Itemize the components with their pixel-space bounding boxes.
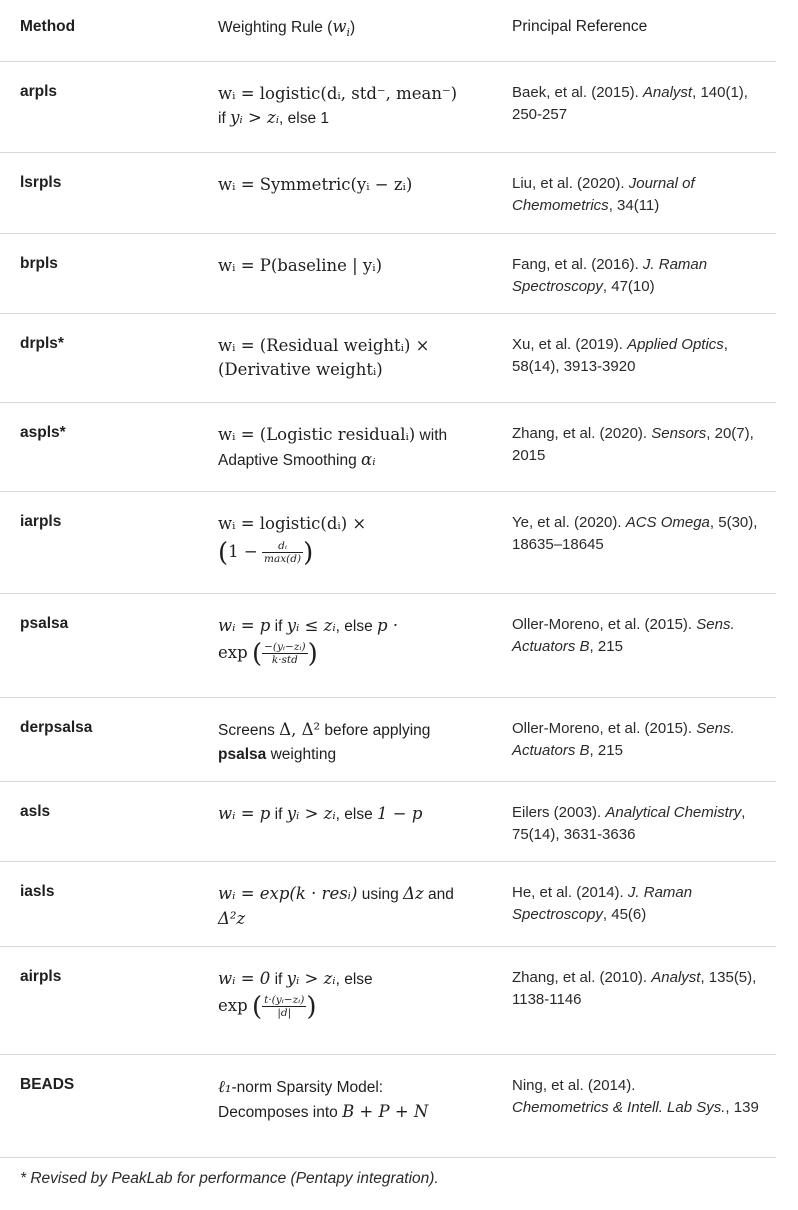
ref-text: Xu, et al. (2019). bbox=[512, 336, 628, 353]
ref-journal: Sensors bbox=[651, 425, 707, 442]
reference bbox=[512, 234, 776, 298]
ref-journal: Analyst bbox=[651, 969, 701, 986]
ref-journal: Applied Optics bbox=[627, 336, 724, 353]
ref-journal: ACS Omega bbox=[625, 514, 710, 531]
rule-line1: wᵢ = logistic(dᵢ, std⁻, mean⁻) bbox=[218, 84, 458, 103]
footnote: * Revised by PeakLab for performance (Pentapy integration). bbox=[20, 1170, 439, 1187]
weighting-rule bbox=[218, 1055, 498, 1125]
ref-text: Ning, et al. (2014). bbox=[512, 1077, 636, 1094]
reference bbox=[512, 947, 776, 1011]
rule-line2-math: αᵢ bbox=[361, 450, 376, 469]
weighting-rule bbox=[218, 862, 498, 932]
table-row bbox=[0, 403, 776, 492]
table-row bbox=[0, 314, 776, 403]
weighting-rule bbox=[218, 403, 498, 473]
ref-tail: , 45(6) bbox=[602, 906, 647, 923]
method-name: derpsalsa bbox=[20, 719, 93, 736]
close-paren: ) bbox=[307, 638, 318, 669]
reference bbox=[512, 698, 776, 762]
method-name: arpls bbox=[20, 83, 58, 100]
rule-line2-pre: exp bbox=[218, 643, 248, 662]
header-method: Method bbox=[20, 18, 76, 35]
ref-text: Oller-Moreno, et al. (2015). bbox=[512, 616, 697, 633]
ref-text: Oller-Moreno, et al. (2015). bbox=[512, 720, 697, 737]
rule-line1-math2: yᵢ ≤ zᵢ bbox=[286, 616, 336, 635]
rule-line1-math2: yᵢ > zᵢ bbox=[286, 804, 336, 823]
ref-journal: Sens. Actuators B bbox=[512, 720, 735, 759]
table-row bbox=[0, 947, 776, 1055]
frac-den: |d| bbox=[277, 1007, 292, 1020]
reference bbox=[512, 1055, 776, 1119]
table-row bbox=[0, 594, 776, 698]
rule-line1-math: wᵢ = p bbox=[218, 616, 271, 635]
table-row bbox=[0, 492, 776, 594]
rule-line1-suffix: and bbox=[423, 886, 454, 903]
ref-text: Zhang, et al. (2020). bbox=[512, 425, 652, 442]
ref-text: He, et al. (2014). bbox=[512, 884, 628, 901]
reference bbox=[512, 862, 776, 926]
rule-line1-math: ℓ₁ bbox=[218, 1077, 232, 1096]
table-row bbox=[0, 862, 776, 947]
rule-line1-mid: if bbox=[270, 618, 287, 635]
rule-line2-prefix: if bbox=[218, 110, 231, 127]
rule-fraction bbox=[262, 540, 303, 565]
rule-line1-math: wᵢ = exp(k · resᵢ) bbox=[218, 884, 358, 903]
ref-tail: , 47(10) bbox=[602, 278, 655, 295]
weighting-rule bbox=[218, 153, 498, 197]
ref-tail: , 58(14), 3913-3920 bbox=[512, 336, 728, 375]
ref-journal: J. Raman Spectroscopy bbox=[512, 884, 693, 923]
rule-line2-prefix: Decomposes into bbox=[218, 1104, 343, 1121]
rule-line1-math2: Δz bbox=[403, 884, 424, 903]
rule-line2-pre: 1 − bbox=[228, 542, 258, 561]
ref-journal: Journal of Chemometrics bbox=[512, 175, 695, 214]
frac-den: max(d) bbox=[264, 553, 302, 566]
rule-line1-math2: yᵢ > zᵢ bbox=[286, 969, 336, 988]
rule-line1-suffix: with bbox=[415, 427, 448, 444]
ref-journal: Analyst bbox=[642, 84, 693, 101]
close-paren: ) bbox=[306, 991, 317, 1022]
rule-line1-suffix: , else bbox=[335, 618, 378, 635]
rule-line1: wᵢ = P(baseline | yᵢ) bbox=[218, 256, 383, 275]
ref-journal: Sens. Actuators B bbox=[512, 616, 735, 655]
table-row bbox=[0, 234, 776, 314]
rule-line1-math3: p · bbox=[377, 616, 399, 635]
rule-line2-math: B + P + N bbox=[342, 1102, 429, 1121]
ref-tail: , 135(5), 1138-1146 bbox=[512, 969, 757, 1008]
method-name: airpls bbox=[20, 968, 62, 985]
table-row bbox=[0, 782, 776, 862]
ref-text: Ye, et al. (2020). bbox=[512, 514, 626, 531]
weighting-rule bbox=[218, 782, 498, 827]
reference bbox=[512, 594, 776, 658]
rule-line1-mid: if bbox=[270, 806, 287, 823]
rule-line1: wᵢ = logistic(dᵢ) × bbox=[218, 514, 367, 533]
table-row bbox=[0, 153, 776, 234]
rule-fraction bbox=[262, 994, 306, 1019]
weighting-rule bbox=[218, 947, 498, 1022]
reference bbox=[512, 782, 776, 846]
rule-line1: wᵢ = (Residual weightᵢ) × bbox=[218, 336, 430, 355]
rule-line2-math: Δ²z bbox=[218, 909, 246, 928]
rule-line1-suffix: , else bbox=[335, 806, 378, 823]
method-name: iarpls bbox=[20, 513, 62, 530]
rule-line2-pre: exp bbox=[218, 996, 248, 1015]
method-name: psalsa bbox=[20, 615, 69, 632]
weighting-rule bbox=[218, 62, 498, 131]
header-rule-var: w bbox=[332, 17, 347, 36]
rule-line2-suffix: , else 1 bbox=[279, 110, 330, 127]
rule-line1: wᵢ = Symmetric(yᵢ − zᵢ) bbox=[218, 175, 413, 194]
weighting-rule bbox=[218, 698, 498, 767]
rule-line1-suffix: -norm Sparsity Model: bbox=[231, 1079, 384, 1096]
ref-text: Fang, et al. (2016). bbox=[512, 256, 643, 273]
ref-journal: Analytical Chemistry bbox=[605, 804, 742, 821]
method-name: aspls* bbox=[20, 424, 66, 441]
weighting-rule bbox=[218, 314, 498, 382]
rule-line2: (Derivative weightᵢ) bbox=[218, 360, 383, 379]
ref-tail: , 140(1), 250-257 bbox=[512, 84, 748, 123]
table-row bbox=[0, 1055, 776, 1158]
frac-num: −(yᵢ−zᵢ) bbox=[264, 641, 306, 654]
ref-tail: , 139 bbox=[725, 1099, 759, 1116]
method-name: iasls bbox=[20, 883, 55, 900]
open-paren: ( bbox=[218, 537, 229, 568]
method-name: brpls bbox=[20, 255, 58, 272]
ref-tail: , 215 bbox=[589, 638, 623, 655]
weighting-rule bbox=[218, 492, 498, 568]
rule-line1-mid: using bbox=[357, 886, 404, 903]
rule-line1-math3: 1 − p bbox=[377, 804, 423, 823]
rule-line1-suffix: , else bbox=[335, 971, 373, 988]
reference bbox=[512, 403, 776, 467]
open-paren: ( bbox=[251, 638, 263, 669]
reference bbox=[512, 314, 776, 378]
table-header bbox=[0, 0, 776, 62]
ref-tail: , 5(30), 18635–18645 bbox=[512, 514, 758, 553]
method-name: BEADS bbox=[20, 1076, 75, 1093]
rule-fraction bbox=[262, 641, 307, 666]
frac-den: k·std bbox=[271, 654, 298, 667]
rule-line1-suffix: before applying bbox=[320, 722, 431, 739]
header-weighting-rule bbox=[218, 0, 498, 43]
rule-line1-math: wᵢ = 0 bbox=[218, 969, 271, 988]
ref-text: Zhang, et al. (2010). bbox=[512, 969, 652, 986]
frac-num: t·(yᵢ−zᵢ) bbox=[264, 994, 305, 1007]
rule-line1-math: wᵢ = p bbox=[218, 804, 271, 823]
rule-line1-prefix: Screens bbox=[218, 722, 280, 739]
ref-journal: J. Raman Spectroscopy bbox=[512, 256, 708, 295]
reference bbox=[512, 492, 776, 556]
reference bbox=[512, 62, 776, 126]
reference bbox=[512, 153, 776, 217]
weighting-rule bbox=[218, 594, 498, 669]
method-name: asls bbox=[20, 803, 51, 820]
ref-tail: , 34(11) bbox=[608, 197, 660, 214]
weighting-rule bbox=[218, 234, 498, 278]
rule-line1-math: wᵢ = (Logistic residualᵢ) bbox=[218, 425, 416, 444]
header-reference: Principal Reference bbox=[512, 18, 648, 35]
ref-journal: Chemometrics & Intell. Lab Sys. bbox=[512, 1099, 726, 1116]
ref-tail: , 20(7), 2015 bbox=[512, 425, 754, 464]
ref-tail: , 215 bbox=[589, 742, 623, 759]
ref-text: Eilers (2003). bbox=[512, 804, 606, 821]
method-name: drpls* bbox=[20, 335, 64, 352]
ref-tail: , 75(14), 3631-3636 bbox=[512, 804, 746, 843]
rule-line2-math: yᵢ > zᵢ bbox=[230, 108, 280, 127]
close-paren: ) bbox=[303, 537, 314, 568]
frac-num: dᵢ bbox=[262, 540, 303, 553]
table-row bbox=[0, 62, 776, 153]
rule-line2-suffix: weighting bbox=[266, 746, 337, 763]
rule-line2-prefix: Adaptive Smoothing bbox=[218, 452, 362, 469]
open-paren: ( bbox=[251, 991, 263, 1022]
rule-line2-bold: psalsa bbox=[218, 746, 267, 763]
rule-line1-math: Δ, Δ² bbox=[279, 720, 321, 739]
header-rule-prefix: Weighting Rule ( bbox=[218, 19, 333, 36]
rule-line1-mid: if bbox=[270, 971, 287, 988]
ref-text: Liu, et al. (2020). bbox=[512, 175, 629, 192]
ref-text: Baek, et al. (2015). bbox=[512, 84, 643, 101]
header-rule-suffix: ) bbox=[349, 19, 356, 36]
method-name: lsrpls bbox=[20, 174, 62, 191]
table-row bbox=[0, 698, 776, 782]
header-rule-sub: i bbox=[346, 26, 350, 40]
